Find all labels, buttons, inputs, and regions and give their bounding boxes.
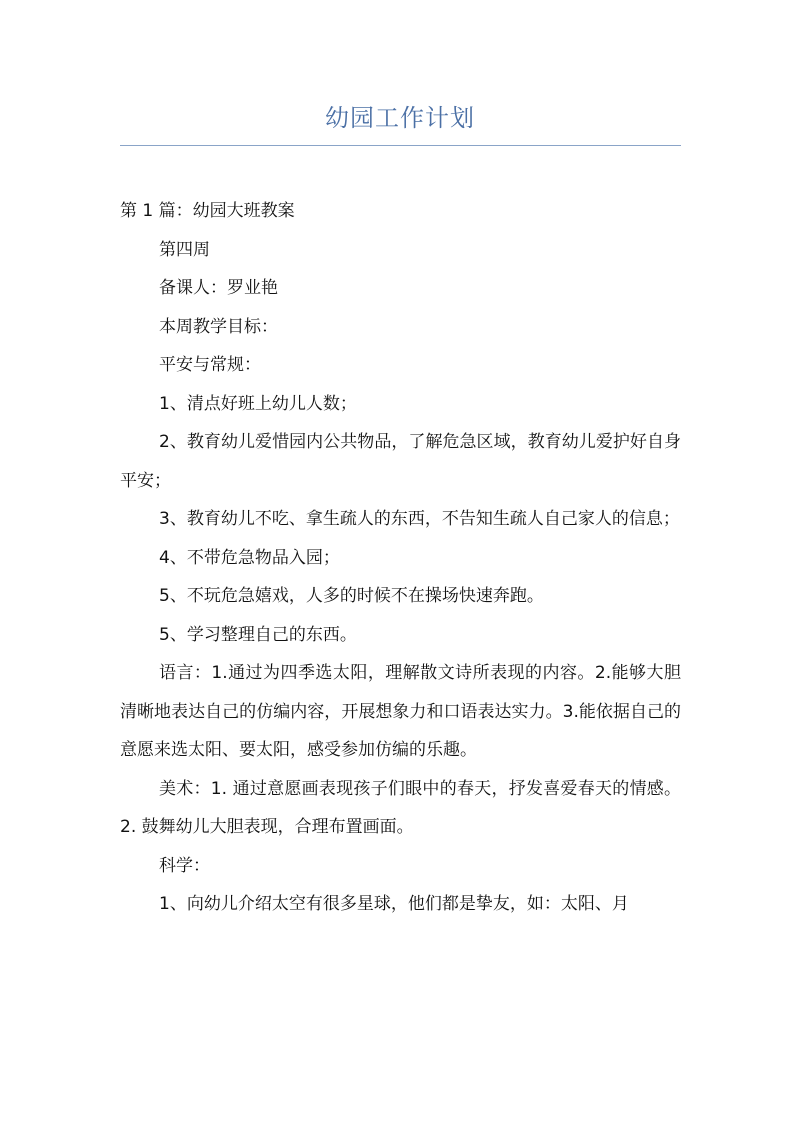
- paragraph-safety-3: 3、教育幼儿不吃、拿生疏人的东西，不告知生疏人自己家人的信息；: [159, 509, 680, 529]
- section-heading: 第 1 篇：幼园大班教案: [120, 201, 295, 221]
- paragraph-safety-6: 5、学习整理自己的东西。: [159, 624, 357, 645]
- paragraph-safety-1: 1、清点好班上幼儿人数；: [159, 393, 357, 414]
- paragraph-science-heading: 科学：: [159, 855, 210, 876]
- paragraph-week: 第四周: [159, 239, 210, 260]
- paragraph-art: 美术：1. 通过意愿画表现孩子们眼中的春天，抒发喜爱春天的情感。 2. 鼓舞幼儿大胆表现，合理布置画面。: [120, 778, 681, 837]
- title-divider: [120, 145, 681, 146]
- paragraph-teacher: 备课人：罗业艳: [159, 278, 278, 298]
- paragraph-safety-4: 4、不带危急物品入园；: [159, 547, 340, 568]
- paragraph-language: 语言：1.通过为四季选太阳，理解散文诗所表现的内容。2.能够大胆清晰地表达自己的仿编内容，开展想象力和口语表达实力。3.能依据自己的意愿来选太阳、要太阳，感受参加仿编的乐趣。: [120, 663, 681, 760]
- document-body: [120, 192, 681, 924]
- paragraph-safety-5: 5、不玩危急嬉戏，人多的时候不在操场快速奔跑。: [159, 586, 544, 606]
- paragraph-goals-heading: 本周教学目标：: [159, 316, 278, 337]
- paragraph-safety-heading: 平安与常规：: [159, 355, 261, 375]
- paragraph-science-1: 1、向幼儿介绍太空有很多星球，他们都是挚友，如：太阳、月: [159, 894, 629, 914]
- paragraph-safety-2: 2、教育幼儿爱惜园内公共物品，了解危急区域，教育幼儿爱护好自身平安；: [120, 432, 681, 491]
- document-title: 幼园工作计划: [325, 104, 475, 132]
